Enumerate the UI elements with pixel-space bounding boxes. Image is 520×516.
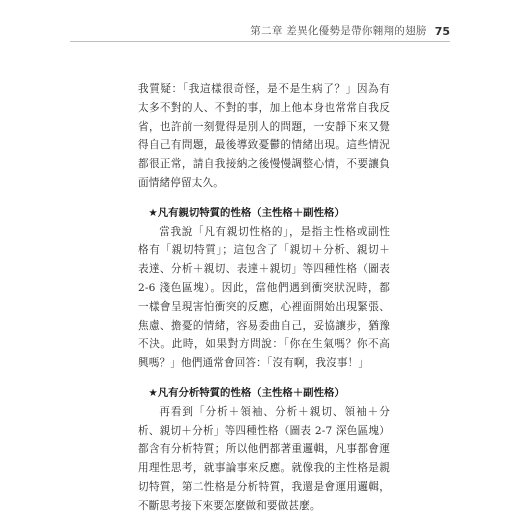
chapter-title: 第二章 差異化優勢是帶你翱翔的翅膀	[250, 25, 427, 37]
section-paragraph-caring: 當我說「凡有親切性格的」，是指主性格或副性格有「親切特質」；這包含了「親切＋分析、親切＋表達、分析＋親切、表達＋親切」等四種性格（圖表 2-6 淺色區塊）。因此，當他們遇到衝突狀況時，都一樣會呈現害怕衝突的反應，心裡面開始出現緊張、焦慮、擔憂的情緒，容易委曲自己，妥協讓步，猶豫不決。此時，如果對方問說：「你在生氣嗎？你不高興嗎？」他們通常會回答：「沒有啊，我沒事！」	[138, 225, 390, 370]
section-paragraph-analytical: 再看到「分析＋領袖、分析＋親切、領袖＋分析、親切＋分析」等四種性格（圖表 2-7 深色區塊）都含有分析特質；所以他們都著重邏輯，凡事都會運用理性思考，就事論事來反應。就像我的主性格是親切特質，第二性格是分析特質，我還是會運用邏輯，不斷思考接下來要怎麼做和要做甚麼。	[138, 405, 390, 512]
running-header	[70, 24, 450, 42]
section-heading-caring: ★凡有親切特質的性格（主性格＋副性格）	[148, 206, 345, 219]
intro-paragraph: 我質疑：「我這樣很奇怪，是不是生病了？」因為有太多不對的人、不對的事，加上他本身也常常自我反省，也許前一刻覺得是別人的問題，一安靜下來又覺得自己有問題，最後導致憂鬱的情緒出現。這些情況都很正常，請自我接納之後慢慢調整心情，不要讓負面情緒停留太久。	[138, 83, 390, 189]
page-body	[138, 80, 390, 516]
page-number: 75	[434, 25, 450, 38]
section-heading-analytical: ★凡有分析特質的性格（主性格＋副性格）	[148, 386, 345, 399]
